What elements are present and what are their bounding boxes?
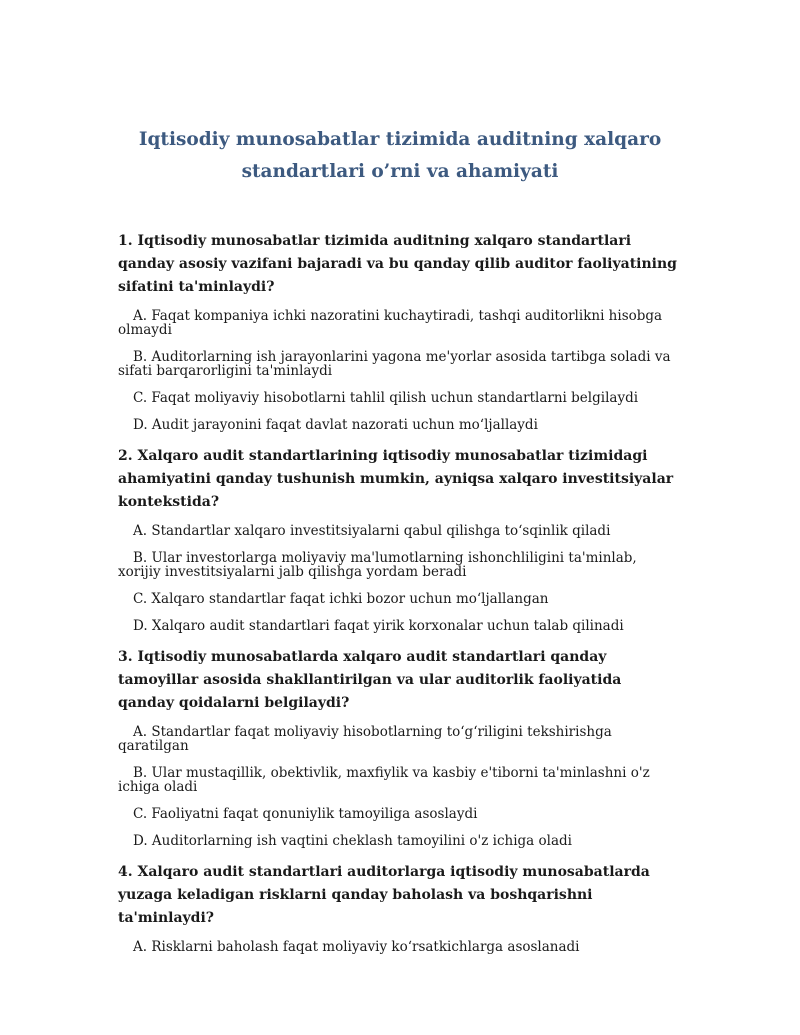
title-line-1: Iqtisodiy munosabatlar tizimida auditning xalqaro [138, 129, 662, 150]
option-a: A. Standartlar xalqaro investitsiyalarni qabul qilishga to‘sqinlik qiladi [133, 523, 611, 539]
question-block-4 [118, 861, 678, 954]
question-text: 1. Iqtisodiy munosabatlar tizimida auditning xalqaro standartlari qanday asosiy vazifani bajaradi va bu qanday qilib auditor faoliyatining sifatini ta'minlaydi? [118, 233, 677, 295]
question-text: 4. Xalqaro audit standartlari auditorlarga iqtisodiy munosabatlarda yuzaga keladigan risklarni qanday baholash va boshqarishni ta'minlaydi? [118, 864, 650, 926]
option-b: B. Ular mustaqillik, obektivlik, maxfiylik va kasbiy e'tiborni ta'minlashni o'z ichiga oladi [118, 765, 650, 795]
option-d: D. Auditorlarning ish vaqtini cheklash tamoyilini o'z ichiga oladi [133, 833, 572, 849]
question-block-2 [118, 445, 678, 633]
question-list [118, 230, 678, 967]
title-line-2: standartlari o’rni va ahamiyati [241, 161, 559, 182]
option-c: C. Faoliyatni faqat qonuniylik tamoyiliga asoslaydi [133, 806, 478, 822]
option-c: C. Xalqaro standartlar faqat ichki bozor uchun mo‘ljallangan [133, 591, 549, 607]
option-a: A. Risklarni baholash faqat moliyaviy ko‘rsatkichlarga asoslanadi [133, 939, 580, 955]
option-a: A. Standartlar faqat moliyaviy hisobotlarning to‘g‘riligini tekshirishga qaratilgan [118, 724, 612, 754]
option-a: A. Faqat kompaniya ichki nazoratini kuchaytiradi, tashqi auditorlikni hisobga olmaydi [118, 308, 663, 338]
question-block-1 [118, 230, 678, 432]
option-b: B. Ular investorlarga moliyaviy ma'lumotlarning ishonchliligini ta'minlab, xorijiy investitsiyalarni jalb qilishga yordam beradi [118, 550, 637, 580]
option-b: B. Auditorlarning ish jarayonlarini yagona me'yorlar asosida tartibga soladi va sifati barqarorligini ta'minlaydi [118, 349, 671, 379]
question-text: 3. Iqtisodiy munosabatlarda xalqaro audit standartlari qanday tamoyillar asosida shakllantirilgan va ular auditorlik faoliyatida qanday qoidalarni belgilaydi? [118, 649, 622, 711]
question-text: 2. Xalqaro audit standartlarining iqtisodiy munosabatlar tizimidagi ahamiyatini qanday tushunish mumkin, ayniqsa xalqaro investitsiyalar kontekstida? [118, 448, 674, 510]
document-title [0, 124, 800, 188]
question-block-3 [118, 646, 678, 848]
option-d: D. Audit jarayonini faqat davlat nazorati uchun mo‘ljallaydi [133, 417, 538, 433]
option-c: C. Faqat moliyaviy hisobotlarni tahlil qilish uchun standartlarni belgilaydi [133, 390, 639, 406]
option-d: D. Xalqaro audit standartlari faqat yirik korxonalar uchun talab qilinadi [133, 618, 624, 634]
